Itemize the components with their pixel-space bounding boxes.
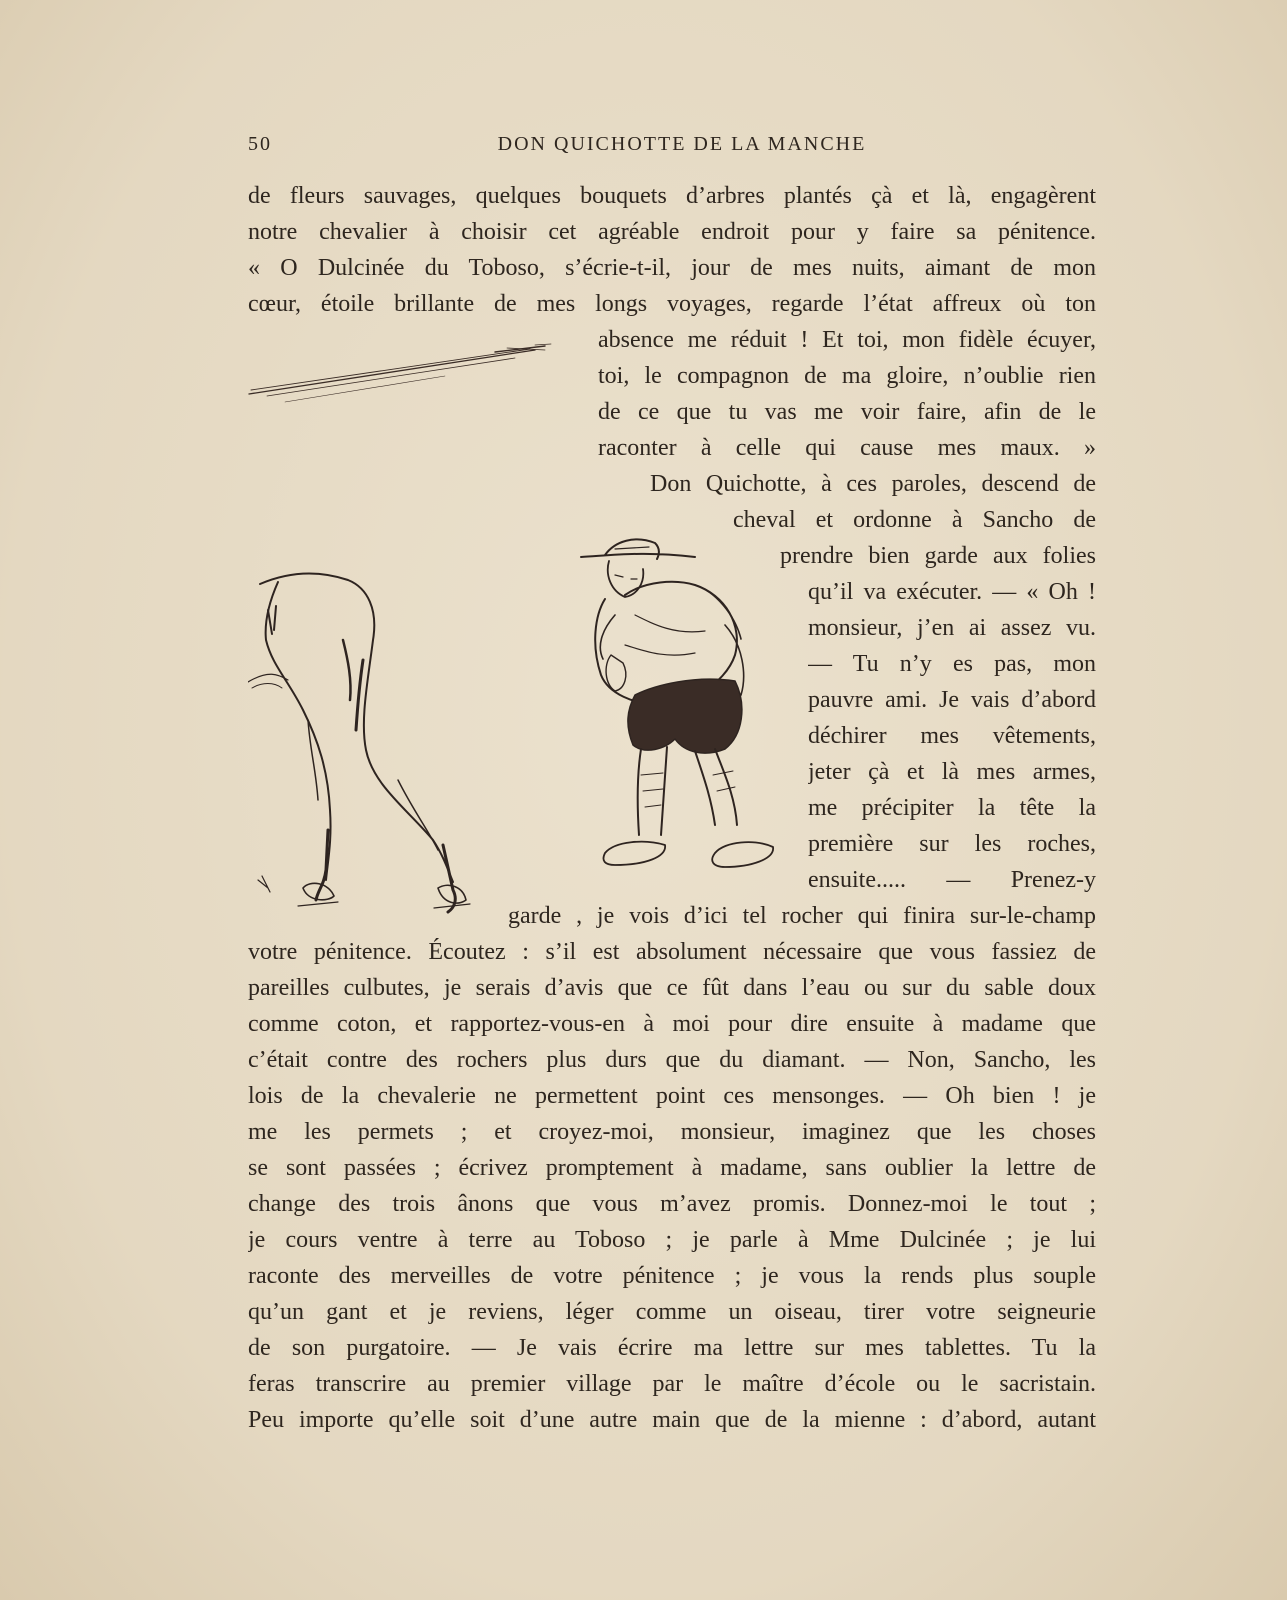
- text-line: raconte des merveilles de votre pénitence ; je vous la rends plus souple: [248, 1263, 1096, 1289]
- text-line: de fleurs sauvages, quelques bouquets d’arbres plantés çà et là, engagèrent: [248, 183, 1096, 209]
- text-line: se sont passées ; écrivez promptement à madame, sans oublier la lettre de: [248, 1155, 1096, 1181]
- text-line: cœur, étoile brillante de mes longs voyages, regarde l’état affreux où ton: [248, 291, 1096, 317]
- page-header: [248, 133, 1116, 163]
- text-line: garde , je vois d’ici tel rocher qui finira sur-le-champ: [508, 903, 1096, 929]
- text-line: votre pénitence. Écoutez : s’il est absolument nécessaire que vous fassiez de: [248, 939, 1096, 965]
- text-line: feras transcrire au premier village par le maître d’école ou le sacristain.: [248, 1371, 1096, 1397]
- text-line: monsieur, j’en ai assez vu.: [808, 615, 1096, 641]
- text-line: pauvre ami. Je vais d’abord: [808, 687, 1096, 713]
- text-line: notre chevalier à choisir cet agréable endroit pour y faire sa pénitence.: [248, 219, 1096, 245]
- text-line: toi, le compagnon de ma gloire, n’oublie rien: [598, 363, 1096, 389]
- text-line: cheval et ordonne à Sancho de: [733, 507, 1096, 533]
- text-line: première sur les roches,: [808, 831, 1096, 857]
- text-line: raconter à celle qui cause mes maux. »: [598, 435, 1096, 461]
- text-line: qu’un gant et je reviens, léger comme un oiseau, tirer votre seigneurie: [248, 1299, 1096, 1325]
- text-line: déchirer mes vêtements,: [808, 723, 1096, 749]
- text-line: me les permets ; et croyez-moi, monsieur, imaginez que les choses: [248, 1119, 1096, 1145]
- text-line: de son purgatoire. — Je vais écrire ma lettre sur mes tablettes. Tu la: [248, 1335, 1096, 1361]
- lance-illustration: [245, 340, 555, 410]
- text-line: Peu importe qu’elle soit d’une autre main que de la mienne : d’abord, autant: [248, 1407, 1096, 1433]
- running-title: DON QUICHOTTE DE LA MANCHE: [497, 133, 867, 155]
- text-line: de ce que tu vas me voir faire, afin de le: [598, 399, 1096, 425]
- text-line: « O Dulcinée du Toboso, s’écrie-t-il, jour de mes nuits, aimant de mon: [248, 255, 1096, 281]
- text-line: jeter çà et là mes armes,: [808, 759, 1096, 785]
- horse-hindquarters-illustration: [248, 570, 488, 922]
- text-line: pareilles culbutes, je serais d’avis que ce fût dans l’eau ou sur du sable doux: [248, 975, 1096, 1001]
- text-line: ensuite..... — Prenez-y: [808, 867, 1096, 893]
- text-line: lois de la chevalerie ne permettent point ces mensonges. — Oh bien ! je: [248, 1083, 1096, 1109]
- text-line: je cours ventre à terre au Toboso ; je parle à Mme Dulcinée ; je lui: [248, 1227, 1096, 1253]
- text-line: c’était contre des rochers plus durs que du diamant. — Non, Sancho, les: [248, 1047, 1096, 1073]
- text-line: prendre bien garde aux folies: [780, 543, 1096, 569]
- text-line: qu’il va exécuter. — « Oh !: [808, 579, 1096, 605]
- text-line: comme coton, et rapportez-vous-en à moi pour dire ensuite à madame que: [248, 1011, 1096, 1037]
- text-line: absence me réduit ! Et toi, mon fidèle écuyer,: [598, 327, 1096, 353]
- sancho-panza-illustration: [575, 535, 790, 895]
- text-line: — Tu n’y es pas, mon: [808, 651, 1096, 677]
- text-line: Don Quichotte, à ces paroles, descend de: [650, 471, 1096, 497]
- text-line: me précipiter la tête la: [808, 795, 1096, 821]
- page-number: 50: [248, 133, 272, 155]
- text-line: change des trois ânons que vous m’avez promis. Donnez-moi le tout ;: [248, 1191, 1096, 1217]
